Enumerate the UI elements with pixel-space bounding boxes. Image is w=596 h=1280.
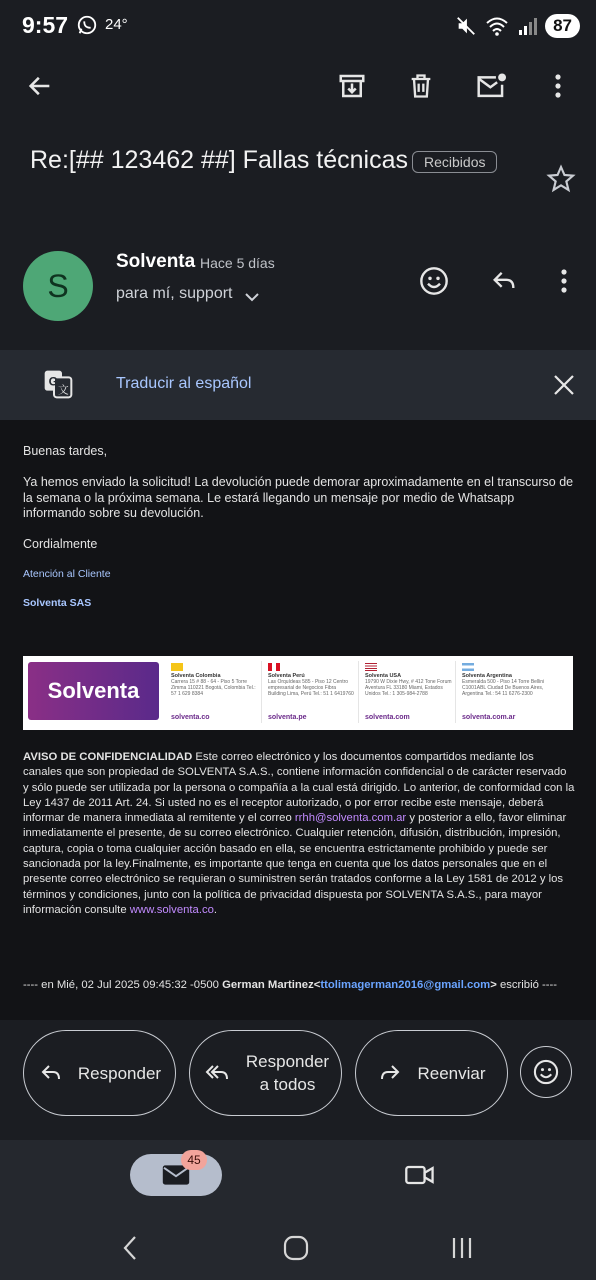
reply-button[interactable] (484, 261, 524, 301)
star-icon (545, 163, 577, 195)
close-translate-button[interactable] (548, 369, 580, 401)
delete-icon (407, 71, 435, 101)
quote-sender-name: German Martinez (222, 979, 314, 991)
office-web[interactable]: solventa.com.ar (462, 714, 516, 721)
office-peru (265, 661, 359, 723)
body-paragraph: Ya hemos enviado la solicitud! La devolución puede demorar aproximadamente en el transcurso de la semana o la próxima semana. Le estará llegando un mensaje por medio de Whatsapp informando sobre su devolución. (23, 475, 574, 520)
mail-tab[interactable] (130, 1154, 222, 1196)
mute-icon (455, 15, 477, 37)
legal-text-end: . (213, 903, 218, 916)
forward-icon (377, 1061, 403, 1085)
quote-suffix: escribió ---- (496, 979, 558, 991)
forward-label: Reenviar (417, 1063, 486, 1083)
quote-gt: > (490, 979, 497, 991)
delete-button[interactable] (401, 66, 441, 106)
signature-company: Solventa SAS (23, 597, 92, 609)
translate-icon-wrap (40, 366, 76, 402)
chevron-left-icon (121, 1235, 139, 1261)
status-temperature: 24° (105, 16, 128, 33)
mark-unread-icon (475, 71, 507, 101)
more-vert-icon (554, 73, 562, 99)
chevron-down-icon (244, 291, 260, 303)
reply-all-pill-button[interactable] (189, 1030, 342, 1116)
confidentiality-title: AVISO DE CONFIDENCIALIDAD (23, 751, 193, 763)
reply-all-line1: Responder (245, 1052, 330, 1071)
quote-sender-email[interactable]: ttolimagerman2016@gmail.com (320, 979, 491, 991)
office-address: Las Orquídeas 585 - Piso 12 Centro empresarial de Negocios Fibra Building Lima, Perú Tel.: 51 1 6419760 (268, 679, 354, 697)
unread-count-badge: 45 (181, 1150, 207, 1170)
back-arrow-icon (26, 72, 54, 100)
email-subject: Re:[## 123462 ##] Fallas técnicas (30, 146, 409, 174)
battery-level: 87 (545, 14, 580, 38)
translate-link[interactable]: Traducir al español (116, 375, 252, 392)
more-vert-icon (560, 268, 568, 294)
flag-icon (462, 663, 474, 671)
reply-all-line2: a todos (259, 1075, 316, 1094)
sender-avatar[interactable]: S (23, 251, 93, 321)
flag-icon (171, 663, 183, 671)
office-address: Esmeralda 500 - Piso 14 Torre Bellini C1001ABL Ciudad De Buenos Aires, Argentina Tel.: 54 11 6276-2300 (462, 679, 545, 697)
office-web[interactable]: solventa.com (365, 714, 410, 721)
app-bar (0, 60, 596, 116)
recents-icon (450, 1236, 474, 1260)
emoji-icon (532, 1058, 560, 1086)
quote-lt: < (313, 979, 321, 991)
meet-tab[interactable] (400, 1158, 440, 1192)
back-button[interactable] (20, 66, 60, 106)
office-name: Solventa Colombia (171, 673, 221, 679)
svg-text:G: G (48, 374, 59, 389)
office-web[interactable]: solventa.co (171, 714, 210, 721)
system-recents-button[interactable] (444, 1230, 480, 1266)
signal-icon (517, 16, 537, 36)
react-pill-button[interactable] (520, 1046, 572, 1098)
whatsapp-icon (76, 14, 98, 36)
sent-time: Hace 5 días (200, 255, 275, 271)
company-banner (23, 656, 573, 730)
translate-icon (42, 368, 74, 400)
reply-all-label (246, 1050, 329, 1096)
close-icon (553, 374, 575, 396)
status-time: 9:57 (22, 12, 69, 38)
home-icon (283, 1235, 309, 1261)
office-usa (362, 661, 456, 723)
reply-pill-button[interactable] (23, 1030, 176, 1116)
legal-text-1: Este correo electrónico y los documentos compartidos mediante los canales que son propiedad de SOLVENTA S.A.S., contiene información confidencial o de carácter reservado y sólo puede ser utilizada por la persona o compañía a la cual está dirigido. Lo anterior, de conformidad con la Ley 1437 de 2011 Art. 24. Si usted no es el receptor autorizado, o por error recibe este mensaje, deberá informar de manera inmediata al remitente y el correo (23, 751, 575, 825)
company-logo: Solventa (28, 662, 159, 720)
office-name: Solventa Perú (268, 673, 305, 679)
inbox-label-chip[interactable]: Recibidos (412, 151, 497, 173)
reply-icon (38, 1061, 64, 1085)
flag-icon (365, 663, 377, 671)
quote-prefix: ---- en Mié, 02 Jul 2025 09:45:32 -0500 (23, 979, 223, 991)
video-camera-icon (404, 1162, 436, 1188)
archive-icon (337, 71, 367, 101)
legal-email-link[interactable]: rrhh@solventa.com.ar (294, 812, 407, 825)
message-more-button[interactable] (546, 261, 582, 301)
more-options-button[interactable] (540, 66, 576, 106)
system-back-button[interactable] (112, 1230, 148, 1266)
legal-text-2: y posterior a ello, favor eliminar inmediatamente el presente, de su correo electrónico. Cualquier retención, difusión, distribución, impresión, captura, copia o toma cualquier acción basado en ella, se encuentra estrictamente prohibido y puede ser sancionada por la ley.Finalmente, es importante que tenga en cuenta que los datos personales que en el presente correo electrónico se requieran o suministren serán tratados conforme a la Ley 1581 de 2012 y los términos y condiciones, junto con la política de privacidad dispuesta por SOLVENTA S.A.S., para mayor información consulte (23, 812, 567, 916)
office-address: 19790 W Dixie Hwy, # 412 Tone Forum Aventura FL 33180 Miami, Estados Unidos Tel.: 1 305-984-2788 (365, 679, 452, 697)
bottom-navigation (0, 1140, 596, 1214)
legal-website-link[interactable]: www.solventa.co (129, 903, 214, 916)
office-name: Solventa Argentina (462, 673, 512, 679)
signature-department: Atención al Cliente (23, 568, 111, 580)
quoted-header (23, 978, 575, 1004)
flag-icon (268, 663, 280, 671)
greeting: Buenas tardes, (23, 444, 108, 458)
expand-details-button[interactable] (244, 290, 260, 308)
mark-unread-button[interactable] (470, 66, 512, 106)
confidentiality-notice (23, 750, 575, 918)
archive-button[interactable] (332, 66, 372, 106)
status-icons (455, 12, 580, 40)
star-button[interactable] (545, 163, 577, 200)
office-colombia (168, 661, 262, 723)
office-address: Carrera 15 # 88 - 64 - Piso 5 Torre Zimma 110221 Bogotá, Colombia Tel.: 57 1 629 8384 (171, 679, 256, 697)
status-bar (0, 0, 596, 52)
recipients[interactable]: para mí, support (116, 285, 233, 302)
forward-pill-button[interactable] (355, 1030, 508, 1116)
svg-text:文: 文 (58, 383, 69, 397)
closing: Cordialmente (23, 537, 98, 551)
translate-bar (0, 350, 596, 420)
office-name: Solventa USA (365, 673, 402, 679)
emoji-icon (418, 265, 450, 297)
office-argentina (459, 661, 553, 723)
sender-name: Solventa (116, 251, 196, 272)
office-web[interactable]: solventa.pe (268, 714, 307, 721)
add-reaction-button[interactable] (414, 261, 454, 301)
reply-label: Responder (77, 1063, 162, 1083)
reply-icon (489, 267, 519, 295)
reply-all-icon (202, 1061, 232, 1085)
wifi-icon (485, 15, 509, 37)
system-home-button[interactable] (278, 1230, 314, 1266)
